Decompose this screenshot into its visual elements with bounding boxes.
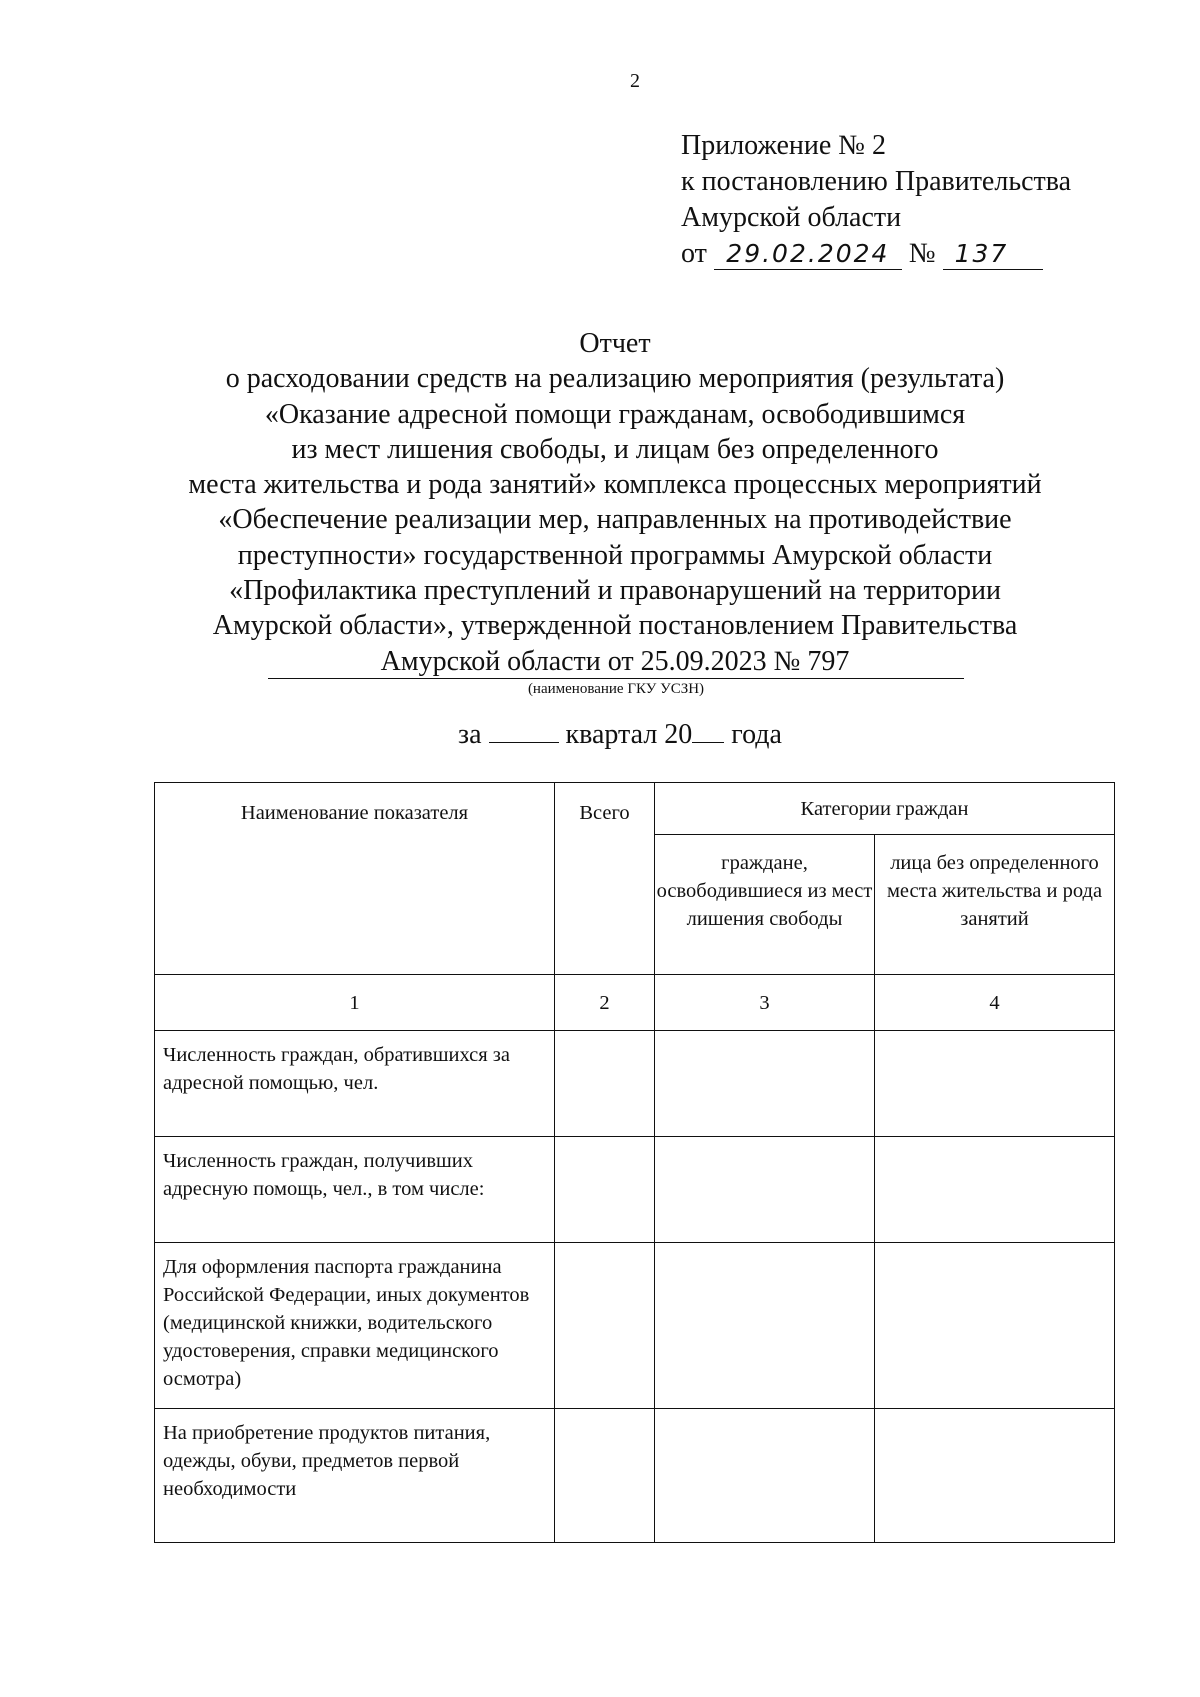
title-line: о расходовании средств на реализацию мероприятия (результата)	[225, 363, 1005, 395]
table-row	[155, 1243, 1115, 1409]
report-heading: Отчет	[579, 328, 651, 359]
year-blank	[692, 718, 724, 743]
title-line: места жительства и рода занятий» комплекса процессных мероприятий	[188, 469, 1042, 501]
title-line: Амурской области от 25.09.2023 № 797	[380, 645, 850, 677]
title-line: «Профилактика преступлений и правонарушений на территории	[229, 575, 1001, 607]
period-prefix: за	[458, 719, 482, 750]
page-number: 2	[630, 70, 640, 92]
handwritten-number: 137	[943, 239, 1043, 270]
reporting-period	[120, 718, 1120, 751]
org-name-caption: (наименование ГКУ УСЗН)	[527, 681, 705, 697]
header-total: Всего	[555, 783, 655, 975]
title-line: «Оказание адресной помощи гражданам, освободившимся	[264, 398, 966, 430]
appendix-title: Приложение № 2	[681, 130, 886, 161]
title-line: «Обеспечение реализации мер, направленных на противодействие	[218, 504, 1012, 536]
header-homeless: лица без определенного места жительства и рода занятий	[875, 835, 1115, 975]
appendix-reference: к постановлению Правительства	[681, 166, 1072, 197]
column-number: 4	[875, 975, 1115, 1031]
column-number: 2	[555, 975, 655, 1031]
header-indicator: Наименование показателя	[155, 783, 555, 975]
table-row	[155, 1409, 1115, 1543]
row-label: На приобретение продуктов питания, одежды, обуви, предметов первой необходимости	[155, 1409, 555, 1543]
number-label: №	[908, 238, 936, 269]
cell-released[interactable]	[655, 1031, 875, 1137]
row-label: Для оформления паспорта гражданина Российской Федерации, иных документов (медицинской книжки, водительского удостоверения, справки медицинского осмотра)	[155, 1243, 555, 1409]
from-label: от	[681, 238, 707, 269]
cell-total[interactable]	[555, 1243, 655, 1409]
table-row	[155, 1137, 1115, 1243]
cell-released[interactable]	[655, 1409, 875, 1543]
title-line: из мест лишения свободы, и лицам без определенного	[291, 433, 939, 465]
cell-homeless[interactable]	[875, 1137, 1115, 1243]
appendix-region: Амурской области	[681, 202, 902, 233]
cell-homeless[interactable]	[875, 1409, 1115, 1543]
cell-released[interactable]	[655, 1137, 875, 1243]
cell-total[interactable]	[555, 1409, 655, 1543]
period-suffix: года	[731, 719, 782, 750]
period-middle: квартал 20	[565, 719, 693, 750]
title-line: Амурской области», утвержденной постановлением Правительства	[212, 610, 1018, 642]
table-row	[155, 1031, 1115, 1137]
header-released: граждане, освободившиеся из мест лишения свободы	[655, 835, 875, 975]
quarter-blank	[489, 718, 559, 743]
appendix-block	[681, 128, 1071, 272]
row-label: Численность граждан, обратившихся за адресной помощью, чел.	[155, 1031, 555, 1137]
appendix-date-line	[681, 236, 1071, 272]
cell-homeless[interactable]	[875, 1243, 1115, 1409]
org-name-line	[268, 678, 964, 679]
column-number: 3	[655, 975, 875, 1031]
cell-total[interactable]	[555, 1137, 655, 1243]
column-number: 1	[155, 975, 555, 1031]
report-table	[154, 782, 1115, 1543]
cell-total[interactable]	[555, 1031, 655, 1137]
header-categories: Категории граждан	[655, 783, 1115, 835]
row-label: Численность граждан, получивших адресную помощь, чел., в том числе:	[155, 1137, 555, 1243]
report-title-block	[120, 326, 1110, 679]
cell-homeless[interactable]	[875, 1031, 1115, 1137]
handwritten-date: 29.02.2024	[714, 239, 902, 270]
title-line: преступности» государственной программы Амурской области	[237, 539, 993, 571]
cell-released[interactable]	[655, 1243, 875, 1409]
